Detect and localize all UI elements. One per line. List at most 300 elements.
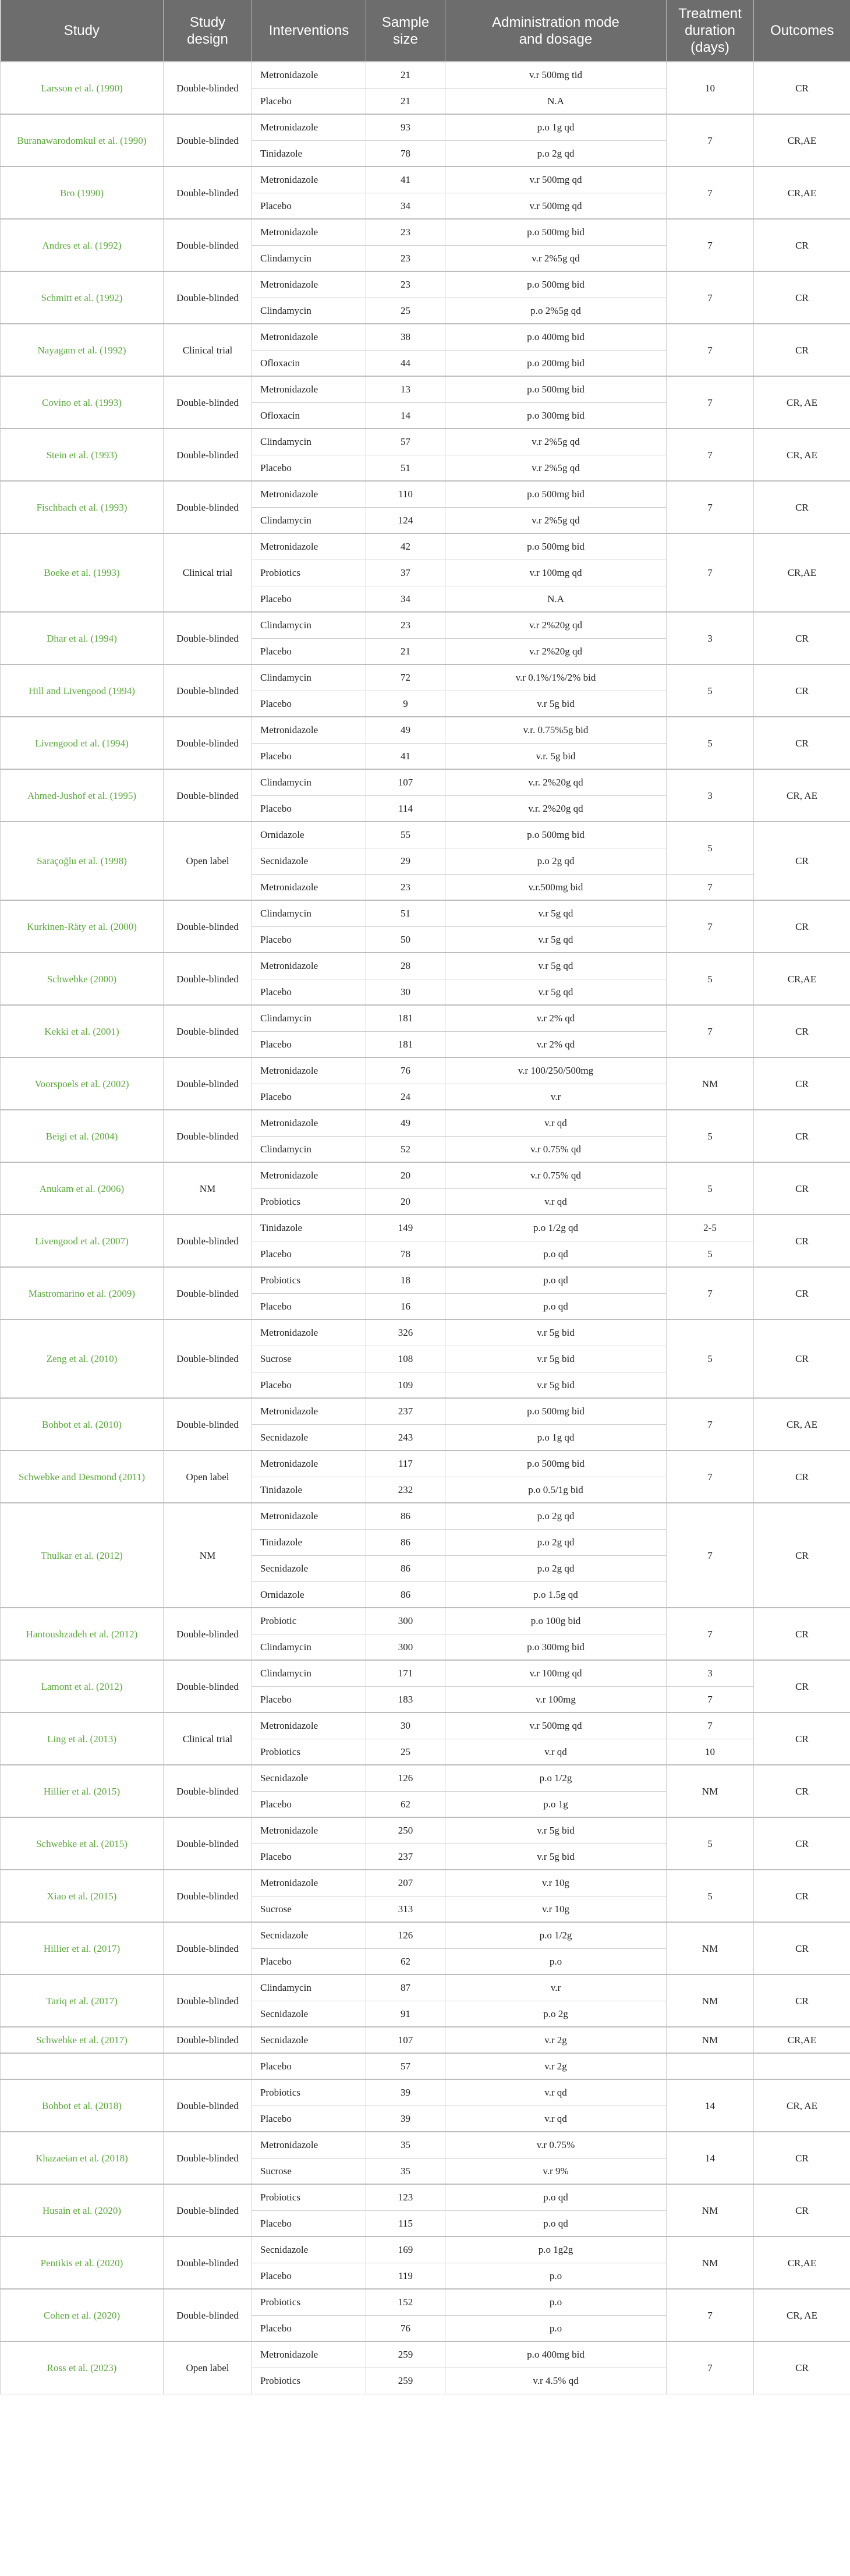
sample-size-cell: 169 [366, 2237, 445, 2263]
outcomes-cell: CR, AE [754, 376, 850, 429]
administration-cell: v.r 0.75% qd [445, 1162, 667, 1188]
treatment-duration-cell: NM [667, 1765, 754, 1817]
intervention-cell: Clindamycin [252, 1136, 366, 1162]
table-row [1, 1817, 850, 1843]
intervention-cell: Clindamycin [252, 769, 366, 795]
sample-size-cell: 29 [366, 848, 445, 874]
outcomes-cell: CR [754, 1162, 850, 1215]
administration-cell: v.r 0.75% qd [445, 1136, 667, 1162]
intervention-cell: Placebo [252, 1791, 366, 1817]
administration-cell: p.o 1g qd [445, 114, 667, 140]
sample-size-cell: 34 [366, 193, 445, 219]
outcomes-cell: CR,AE [754, 533, 850, 612]
intervention-cell: Metronidazole [252, 481, 366, 507]
table-row [1, 219, 850, 245]
table-row [1, 1398, 850, 1424]
treatment-duration-cell [667, 2053, 754, 2079]
intervention-cell: Clindamycin [252, 429, 366, 455]
treatment-duration-cell: 7 [667, 376, 754, 429]
study-cell: Stein et al. (1993) [1, 429, 164, 481]
study-design-cell: Double-blinded [164, 612, 252, 664]
study-cell: Zeng et al. (2010) [1, 1319, 164, 1398]
treatment-duration-cell: 7 [667, 481, 754, 533]
sample-size-cell: 91 [366, 2001, 445, 2027]
sample-size-cell: 72 [366, 664, 445, 691]
treatment-duration-cell: 14 [667, 2079, 754, 2132]
study-cell: Xiao et al. (2015) [1, 1870, 164, 1922]
sample-size-cell: 30 [366, 979, 445, 1005]
intervention-cell: Placebo [252, 1948, 366, 1975]
sample-size-cell: 109 [366, 1372, 445, 1398]
intervention-cell: Clindamycin [252, 245, 366, 271]
administration-cell: v.r 500mg tid [445, 62, 667, 88]
table-row [1, 664, 850, 691]
intervention-cell: Clindamycin [252, 664, 366, 691]
intervention-cell: Probiotics [252, 560, 366, 586]
outcomes-cell: CR, AE [754, 2079, 850, 2132]
table-row [1, 533, 850, 560]
sample-size-cell: 123 [366, 2184, 445, 2210]
administration-cell: p.o 300mg bid [445, 1634, 667, 1660]
intervention-cell: Placebo [252, 2106, 366, 2132]
table-row [1, 769, 850, 795]
administration-cell: p.o qd [445, 1241, 667, 1267]
treatment-duration-cell: 7 [667, 1005, 754, 1057]
study-cell: Larsson et al. (1990) [1, 62, 164, 114]
table-row [1, 376, 850, 402]
study-design-cell: Double-blinded [164, 900, 252, 953]
study-cell: Cohen et al. (2020) [1, 2289, 164, 2341]
intervention-cell: Placebo [252, 1031, 366, 1057]
treatment-duration-cell: 7 [667, 429, 754, 481]
study-design-cell: Double-blinded [164, 1110, 252, 1162]
sample-size-cell: 21 [366, 638, 445, 664]
intervention-cell: Tinidazole [252, 1215, 366, 1241]
intervention-cell: Placebo [252, 2053, 366, 2079]
study-design-cell: Open label [164, 1450, 252, 1503]
sample-size-cell: 38 [366, 324, 445, 350]
sample-size-cell: 30 [366, 1712, 445, 1739]
study-cell: Livengood et al. (1994) [1, 717, 164, 769]
sample-size-cell: 35 [366, 2132, 445, 2158]
intervention-cell: Clindamycin [252, 507, 366, 533]
administration-cell: v.r 2g [445, 2053, 667, 2079]
study-cell: Schwebke (2000) [1, 953, 164, 1005]
study-design-cell: Double-blinded [164, 2289, 252, 2341]
treatment-duration-cell: 5 [667, 1870, 754, 1922]
administration-cell: p.o qd [445, 2184, 667, 2210]
administration-cell: p.o 1g [445, 1791, 667, 1817]
administration-cell: p.o 2g [445, 2001, 667, 2027]
intervention-cell: Secnidazole [252, 2001, 366, 2027]
treatment-duration-cell: NM [667, 2237, 754, 2289]
administration-cell: p.o 500mg bid [445, 271, 667, 298]
sample-size-cell: 114 [366, 795, 445, 822]
header-sample-size: Sample size [366, 0, 445, 62]
intervention-cell: Metronidazole [252, 1110, 366, 1136]
treatment-duration-cell: 7 [667, 1450, 754, 1503]
treatment-duration-cell: 7 [667, 219, 754, 271]
outcomes-cell: CR [754, 612, 850, 664]
study-design-cell: Double-blinded [164, 1319, 252, 1398]
administration-cell: v.r qd [445, 1188, 667, 1215]
intervention-cell: Metronidazole [252, 1057, 366, 1084]
sample-size-cell: 23 [366, 245, 445, 271]
outcomes-cell: CR [754, 2132, 850, 2184]
study-cell: Hill and Livengood (1994) [1, 664, 164, 717]
outcomes-cell: CR, AE [754, 1398, 850, 1450]
outcomes-cell: CR [754, 1005, 850, 1057]
table-row [1, 612, 850, 638]
intervention-cell: Tinidazole [252, 1477, 366, 1503]
administration-cell: v.r 5g bid [445, 1346, 667, 1372]
intervention-cell: Placebo [252, 88, 366, 114]
study-design-cell: Double-blinded [164, 717, 252, 769]
administration-cell: p.o 2g qd [445, 1503, 667, 1529]
outcomes-cell: CR [754, 62, 850, 114]
study-cell: Beigi et al. (2004) [1, 1110, 164, 1162]
sample-size-cell: 21 [366, 62, 445, 88]
sample-size-cell: 117 [366, 1450, 445, 1477]
sample-size-cell: 57 [366, 2053, 445, 2079]
table-row [1, 271, 850, 298]
administration-cell: v.r.500mg bid [445, 874, 667, 900]
table-row [1, 62, 850, 88]
treatment-duration-cell: 5 [667, 1241, 754, 1267]
study-design-cell: Double-blinded [164, 1922, 252, 1975]
sample-size-cell: 110 [366, 481, 445, 507]
intervention-cell: Placebo [252, 455, 366, 481]
outcomes-cell: CR [754, 1660, 850, 1712]
study-design-cell: Double-blinded [164, 1975, 252, 2027]
outcomes-cell: CR,AE [754, 2027, 850, 2053]
table-row [1, 1712, 850, 1739]
intervention-cell: Probiotics [252, 2368, 366, 2394]
administration-cell: v.r 5g qd [445, 953, 667, 979]
outcomes-cell: CR,AE [754, 114, 850, 167]
intervention-cell: Clindamycin [252, 1005, 366, 1031]
treatment-duration-cell: 5 [667, 664, 754, 717]
sample-size-cell: 107 [366, 2027, 445, 2053]
study-cell: Buranawarodomkul et al. (1990) [1, 114, 164, 167]
intervention-cell: Placebo [252, 1293, 366, 1319]
study-cell: Covino et al. (1993) [1, 376, 164, 429]
table-row [1, 2027, 850, 2053]
outcomes-cell: CR [754, 1319, 850, 1398]
sample-size-cell: 126 [366, 1922, 445, 1948]
administration-cell: v.r 2%20g qd [445, 638, 667, 664]
sample-size-cell: 326 [366, 1319, 445, 1346]
study-cell: Boeke et al. (1993) [1, 533, 164, 612]
intervention-cell: Metronidazole [252, 271, 366, 298]
intervention-cell: Placebo [252, 1241, 366, 1267]
administration-cell: v.r qd [445, 1110, 667, 1136]
administration-cell: v.r 500mg qd [445, 193, 667, 219]
table-row [1, 1162, 850, 1188]
intervention-cell: Sucrose [252, 1346, 366, 1372]
treatment-duration-cell: 7 [667, 1398, 754, 1450]
treatment-duration-cell: NM [667, 2027, 754, 2053]
sample-size-cell: 93 [366, 114, 445, 140]
administration-cell: p.o qd [445, 1293, 667, 1319]
table-row [1, 2079, 850, 2106]
administration-cell: v.r. 0.75%5g bid [445, 717, 667, 743]
table-row [1, 1975, 850, 2001]
study-design-cell: Double-blinded [164, 769, 252, 822]
sample-size-cell: 52 [366, 1136, 445, 1162]
intervention-cell: Placebo [252, 1686, 366, 1712]
outcomes-cell: CR,AE [754, 167, 850, 219]
intervention-cell: Metronidazole [252, 2341, 366, 2368]
intervention-cell: Clindamycin [252, 298, 366, 324]
sample-size-cell: 86 [366, 1529, 445, 1555]
outcomes-cell: CR [754, 1712, 850, 1765]
table-row [1, 2132, 850, 2158]
study-cell: Bohbot et al. (2010) [1, 1398, 164, 1450]
study-cell: Andres et al. (1992) [1, 219, 164, 271]
study-design-cell: Double-blinded [164, 1215, 252, 1267]
sample-size-cell: 21 [366, 88, 445, 114]
sample-size-cell: 207 [366, 1870, 445, 1896]
study-design-cell: Open label [164, 822, 252, 900]
intervention-cell: Clindamycin [252, 900, 366, 926]
sample-size-cell: 39 [366, 2079, 445, 2106]
administration-cell: v.r 4.5% qd [445, 2368, 667, 2394]
intervention-cell: Placebo [252, 743, 366, 769]
administration-cell: v.r [445, 1975, 667, 2001]
treatment-duration-cell: 5 [667, 717, 754, 769]
study-design-cell: Clinical trial [164, 1712, 252, 1765]
outcomes-cell: CR [754, 822, 850, 900]
study-design-cell: Double-blinded [164, 219, 252, 271]
sample-size-cell: 20 [366, 1162, 445, 1188]
study-design-cell: Double-blinded [164, 429, 252, 481]
sample-size-cell: 62 [366, 1948, 445, 1975]
study-design-cell: Double-blinded [164, 376, 252, 429]
sample-size-cell: 18 [366, 1267, 445, 1293]
treatment-duration-cell: 3 [667, 612, 754, 664]
outcomes-cell: CR [754, 1267, 850, 1319]
administration-cell: p.o 500mg bid [445, 481, 667, 507]
table-row [1, 1450, 850, 1477]
sample-size-cell: 119 [366, 2263, 445, 2289]
outcomes-cell: CR [754, 717, 850, 769]
sample-size-cell: 51 [366, 900, 445, 926]
treatment-duration-cell: 2-5 [667, 1215, 754, 1241]
study-cell: Kekki et al. (2001) [1, 1005, 164, 1057]
sample-size-cell: 108 [366, 1346, 445, 1372]
administration-cell: p.o 2g qd [445, 1529, 667, 1555]
sample-size-cell: 57 [366, 429, 445, 455]
sample-size-cell: 49 [366, 1110, 445, 1136]
administration-cell: v.r 100mg qd [445, 560, 667, 586]
sample-size-cell: 171 [366, 1660, 445, 1686]
sample-size-cell: 259 [366, 2368, 445, 2394]
intervention-cell: Metronidazole [252, 1398, 366, 1424]
sample-size-cell: 23 [366, 874, 445, 900]
header-study: Study [1, 0, 164, 62]
intervention-cell: Placebo [252, 1372, 366, 1398]
sample-size-cell: 25 [366, 298, 445, 324]
administration-cell: p.o 1.5g qd [445, 1581, 667, 1608]
administration-cell: v.r 2% qd [445, 1031, 667, 1057]
sample-size-cell: 20 [366, 1188, 445, 1215]
table-row [1, 1660, 850, 1686]
treatment-duration-cell: 7 [667, 1686, 754, 1712]
intervention-cell: Probiotics [252, 2289, 366, 2315]
study-cell: Tariq et al. (2017) [1, 1975, 164, 2027]
intervention-cell: Placebo [252, 691, 366, 717]
administration-cell: p.o 0.5/1g bid [445, 1477, 667, 1503]
outcomes-cell: CR [754, 2184, 850, 2237]
administration-cell: v.r 10g [445, 1870, 667, 1896]
sample-size-cell: 300 [366, 1634, 445, 1660]
table-row [1, 1765, 850, 1791]
study-cell: Hillier et al. (2017) [1, 1922, 164, 1975]
table-row [1, 324, 850, 350]
treatment-duration-cell: 5 [667, 1162, 754, 1215]
intervention-cell: Ofloxacin [252, 350, 366, 376]
table-row [1, 1319, 850, 1346]
table-row [1, 1110, 850, 1136]
table-row [1, 1267, 850, 1293]
intervention-cell: Placebo [252, 926, 366, 953]
administration-cell: v.r. 2%20g qd [445, 769, 667, 795]
intervention-cell: Metronidazole [252, 1503, 366, 1529]
study-cell: Ling et al. (2013) [1, 1712, 164, 1765]
treatment-duration-cell: NM [667, 1057, 754, 1110]
sample-size-cell: 28 [366, 953, 445, 979]
study-cell: Kurkinen-Räty et al. (2000) [1, 900, 164, 953]
administration-cell: v.r 100mg qd [445, 1660, 667, 1686]
administration-cell: v.r 5g bid [445, 1372, 667, 1398]
intervention-cell: Metronidazole [252, 2132, 366, 2158]
administration-cell: v.r 10g [445, 1896, 667, 1922]
header-administration: Administration mode and dosage [445, 0, 667, 62]
treatment-duration-cell: 5 [667, 1319, 754, 1398]
sample-size-cell: 62 [366, 1791, 445, 1817]
administration-cell: p.o 100g bid [445, 1608, 667, 1634]
sample-size-cell: 42 [366, 533, 445, 560]
treatment-duration-cell: 7 [667, 167, 754, 219]
administration-cell: v.r 500mg qd [445, 1712, 667, 1739]
intervention-cell: Placebo [252, 638, 366, 664]
intervention-cell: Sucrose [252, 1896, 366, 1922]
intervention-cell: Metronidazole [252, 324, 366, 350]
intervention-cell: Probiotics [252, 1188, 366, 1215]
study-design-cell: Clinical trial [164, 533, 252, 612]
table-row [1, 2237, 850, 2263]
administration-cell: v.r qd [445, 2106, 667, 2132]
administration-cell: p.o qd [445, 2210, 667, 2237]
sample-size-cell: 24 [366, 1084, 445, 1110]
intervention-cell: Metronidazole [252, 62, 366, 88]
table-row [1, 1503, 850, 1529]
header-outcomes: Outcomes [754, 0, 850, 62]
administration-cell: p.o 2g qd [445, 140, 667, 167]
sample-size-cell: 181 [366, 1005, 445, 1031]
outcomes-cell: CR [754, 1503, 850, 1608]
administration-cell: N.A [445, 88, 667, 114]
outcomes-cell: CR [754, 481, 850, 533]
treatment-duration-cell: 7 [667, 271, 754, 324]
intervention-cell: Metronidazole [252, 1162, 366, 1188]
outcomes-cell: CR [754, 1608, 850, 1660]
administration-cell: v.r 100/250/500mg [445, 1057, 667, 1084]
intervention-cell: Metronidazole [252, 219, 366, 245]
administration-cell: p.o 1/2g qd [445, 1215, 667, 1241]
sample-size-cell: 78 [366, 1241, 445, 1267]
sample-size-cell: 39 [366, 2106, 445, 2132]
table-header [1, 0, 850, 62]
administration-cell: v.r 5g bid [445, 691, 667, 717]
sample-size-cell: 87 [366, 1975, 445, 2001]
treatment-duration-cell: 3 [667, 769, 754, 822]
sample-size-cell: 300 [366, 1608, 445, 1634]
sample-size-cell: 124 [366, 507, 445, 533]
intervention-cell: Metronidazole [252, 953, 366, 979]
intervention-cell: Metronidazole [252, 874, 366, 900]
administration-cell: v.r 0.1%/1%/2% bid [445, 664, 667, 691]
outcomes-cell: CR,AE [754, 2237, 850, 2289]
study-cell: Pentikis et al. (2020) [1, 2237, 164, 2289]
study-cell: Thulkar et al. (2012) [1, 1503, 164, 1608]
sample-size-cell: 34 [366, 586, 445, 612]
intervention-cell: Metronidazole [252, 1712, 366, 1739]
table-row [1, 2289, 850, 2315]
table-row [1, 481, 850, 507]
treatment-duration-cell: 3 [667, 1660, 754, 1686]
administration-cell: v.r 500mg qd [445, 167, 667, 193]
sample-size-cell: 35 [366, 2158, 445, 2184]
sample-size-cell: 107 [366, 769, 445, 795]
study-design-cell: Double-blinded [164, 1817, 252, 1870]
study-cell: Husain et al. (2020) [1, 2184, 164, 2237]
administration-cell: v.r 9% [445, 2158, 667, 2184]
study-design-cell: Double-blinded [164, 271, 252, 324]
intervention-cell: Secnidazole [252, 1555, 366, 1581]
study-cell: Schmitt et al. (1992) [1, 271, 164, 324]
treatment-duration-cell: 10 [667, 62, 754, 114]
study-design-cell: NM [164, 1503, 252, 1608]
study-design-cell: Double-blinded [164, 1267, 252, 1319]
study-design-cell: Double-blinded [164, 1765, 252, 1817]
intervention-cell: Probiotics [252, 1267, 366, 1293]
study-design-cell: Double-blinded [164, 1057, 252, 1110]
sample-size-cell: 51 [366, 455, 445, 481]
study-cell: Dhar et al. (1994) [1, 612, 164, 664]
intervention-cell: Secnidazole [252, 2027, 366, 2053]
study-cell: Ross et al. (2023) [1, 2341, 164, 2394]
treatment-duration-cell: 7 [667, 324, 754, 376]
treatment-duration-cell: 7 [667, 2289, 754, 2341]
outcomes-cell: CR [754, 1870, 850, 1922]
administration-cell: p.o [445, 2289, 667, 2315]
treatment-duration-cell: 7 [667, 874, 754, 900]
outcomes-cell: CR [754, 1817, 850, 1870]
intervention-cell: Placebo [252, 2315, 366, 2341]
administration-cell: p.o 500mg bid [445, 376, 667, 402]
outcomes-cell: CR [754, 900, 850, 953]
outcomes-cell: CR [754, 2341, 850, 2394]
table-row [1, 1215, 850, 1241]
intervention-cell: Placebo [252, 193, 366, 219]
table-row [1, 429, 850, 455]
sample-size-cell: 237 [366, 1398, 445, 1424]
intervention-cell: Placebo [252, 2210, 366, 2237]
study-design-cell: Double-blinded [164, 953, 252, 1005]
intervention-cell: Placebo [252, 586, 366, 612]
